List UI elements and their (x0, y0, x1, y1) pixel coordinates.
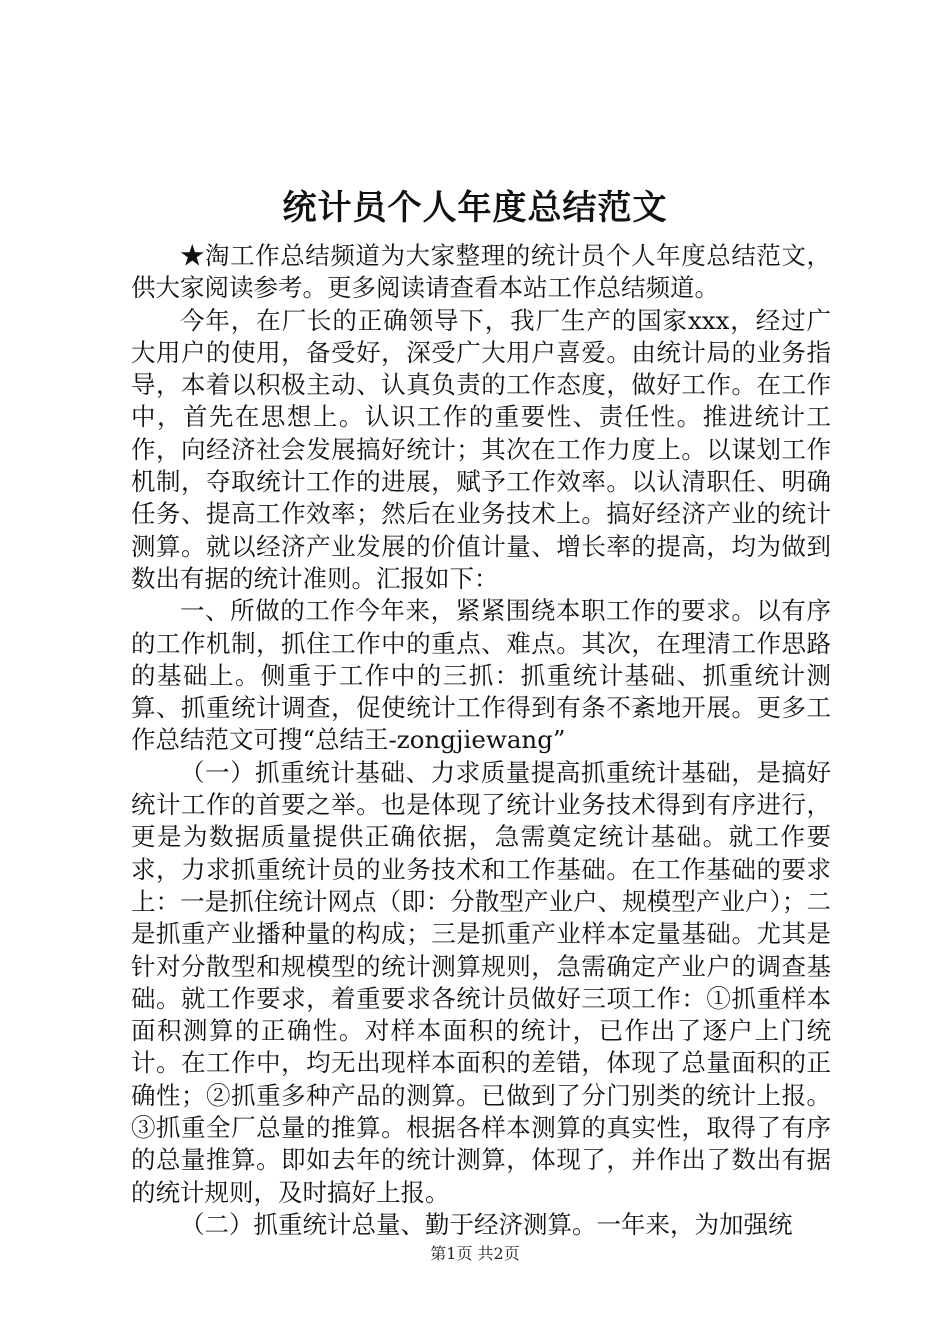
paragraph-intro: ★淘工作总结频道为大家整理的统计员个人年度总结范文，供大家阅读参考。更多阅读请查看本站工作总结频道。 (131, 241, 831, 303)
paragraph-subsection-2: （二）抓重统计总量、勤于经济测算。一年来，为加强统 (180, 1209, 793, 1239)
document-title: 统计员个人年度总结范文 (282, 188, 668, 228)
page-footer: 第1页 共2页 (430, 1244, 520, 1263)
paragraph-section-1: 一、所做的工作今年来，紧紧围绕本职工作的要求。以有序的工作机制，抓住工作中的重点、难点。其次，在理清工作思路的基础上。侧重于工作中的三抓：抓重统计基础、抓重统计测算、抓重统计调查，促使统计工作得到有条不紊地开展。更多工作总结范文可搜“总结王-zongjiewang” (131, 596, 831, 755)
paragraph-subsection-1: （一）抓重统计基础、力求质量提高抓重统计基础，是搞好统计工作的首要之举。也是体现了统计业务技术得到有序进行，更是为数据质量提供正确依据，急需奠定统计基础。就工作要求，力求抓重统计员的业务技术和工作基础。在工作基础的要求上：一是抓住统计网点（即：分散型产业户、规模型产业户）；二是抓重产业播种量的构成；三是抓重产业样本定量基础。尤其是针对分散型和规模型的统计测算规则，急需确定产业户的调查基础。就工作要求，着重要求各统计员做好三项工作：①抓重样本面积测算的正确性。对样本面积的统计，已作出了逐户上门统计。在工作中，均无出现样本面积的差错，体现了总量面积的正确性；②抓重多种产品的测算。已做到了分门别类的统计上报。③抓重全厂总量的推算。根据各样本测算的真实性，取得了有序的总量推算。即如去年的统计测算，体现了，并作出了数出有据的统计规则，及时搞好上报。 (131, 757, 831, 1207)
document-body (131, 240, 831, 1241)
paragraph-overview: 今年，在厂长的正确领导下，我厂生产的国家xxx，经过广大用户的使用，备受好，深受广大用户喜爱。由统计局的业务指导，本着以积极主动、认真负责的工作态度，做好工作。在工作中，首先在思想上。认识工作的重要性、责任性。推进统计工作，向经济社会发展搞好统计；其次在工作力度上。以谋划工作机制，夺取统计工作的进展，赋予工作效率。以认清职任、明确任务、提高工作效率；然后在业务技术上。搞好经济产业的统计测算。就以经济产业发展的价值计量、增长率的提高，均为做到数出有据的统计准则。汇报如下： (131, 305, 831, 593)
